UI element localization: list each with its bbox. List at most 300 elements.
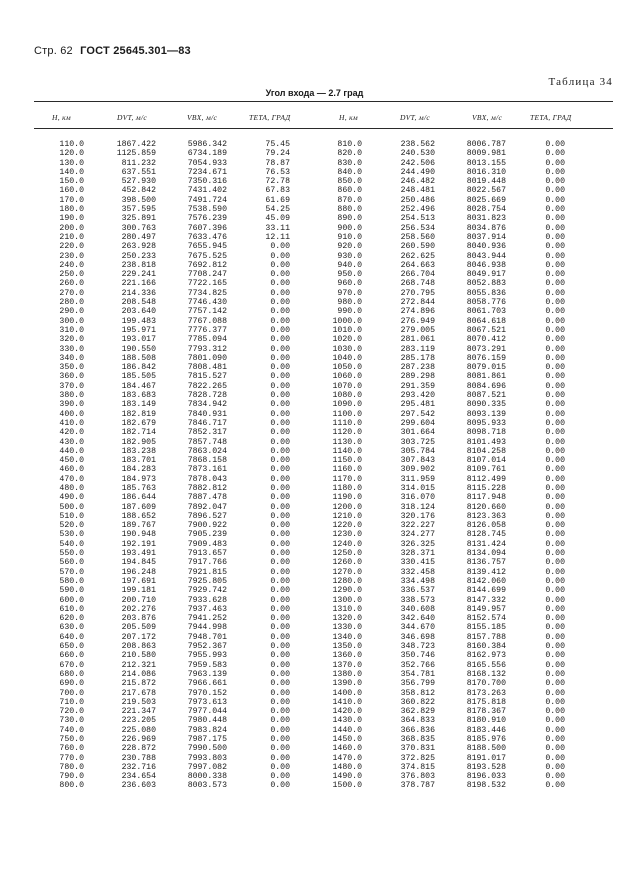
table-cell: 1220.0 (332, 521, 362, 531)
table-cell: 0.00 (545, 372, 565, 382)
table-cell: 1040.0 (332, 353, 362, 363)
table-cell: 510.0 (59, 511, 84, 521)
table-cell: 8037.914 (466, 232, 506, 242)
table-cell: 7350.316 (187, 177, 227, 187)
table-cell: 1420.0 (332, 707, 362, 717)
table-cell: 215.872 (121, 679, 156, 689)
table-cell: 0.00 (270, 679, 290, 689)
table-cell: 1110.0 (332, 418, 362, 428)
table-cell: 8049.917 (466, 270, 506, 280)
table-cell: 8076.159 (466, 353, 506, 363)
table-cell: 830.0 (337, 158, 362, 168)
table-cell: 240.0 (59, 260, 84, 270)
table-cell: 8168.132 (466, 669, 506, 679)
table-cell: 140.0 (59, 167, 84, 177)
table-cell: 1100.0 (332, 409, 362, 419)
table-cell: 281.061 (400, 335, 435, 345)
table-cell: 8198.532 (466, 781, 506, 791)
table-cell: 7692.812 (187, 260, 227, 270)
table-cell: 214.336 (121, 288, 156, 298)
table-cell: 870.0 (337, 195, 362, 205)
table-cell: 358.812 (400, 688, 435, 698)
table-cell: 8046.938 (466, 260, 506, 270)
table-cell: 0.00 (545, 260, 565, 270)
table-cell: 0.00 (270, 456, 290, 466)
table-cell: 1490.0 (332, 772, 362, 782)
table-cell: 0.00 (270, 762, 290, 772)
table-cell: 300.0 (59, 316, 84, 326)
table-cell: 8070.412 (466, 335, 506, 345)
table-cell: 8126.058 (466, 521, 506, 531)
table-cell: 710.0 (59, 697, 84, 707)
table-cell: 360.0 (59, 372, 84, 382)
table-cell: 8084.696 (466, 381, 506, 391)
table-cell: 452.842 (121, 186, 156, 196)
table-cell: 45.09 (265, 214, 290, 224)
table-cell: 370.831 (400, 744, 435, 754)
table-cell: 248.481 (400, 186, 435, 196)
table-cell: 440.0 (59, 446, 84, 456)
table-cell: 297.542 (400, 409, 435, 419)
table-cell: 0.00 (545, 744, 565, 754)
table-cell: 8180.910 (466, 716, 506, 726)
table-cell: 8031.823 (466, 214, 506, 224)
table-cell: 811.232 (121, 158, 156, 168)
table-cell: 190.948 (121, 530, 156, 540)
table-cell: 250.233 (121, 251, 156, 261)
table-cell: 8098.718 (466, 428, 506, 438)
table-cell: 0.00 (545, 195, 565, 205)
table-cell: 8193.528 (466, 762, 506, 772)
table-cell: 232.716 (121, 762, 156, 772)
table-cell: 1410.0 (332, 697, 362, 707)
table-cell: 0.00 (545, 335, 565, 345)
table-cell: 221.166 (121, 279, 156, 289)
table-cell: 8152.574 (466, 614, 506, 624)
table-cell: 8170.700 (466, 679, 506, 689)
table-cell: 7882.812 (187, 483, 227, 493)
table-cell: 7925.805 (187, 576, 227, 586)
table-cell: 200.710 (121, 595, 156, 605)
table-cell: 336.537 (400, 586, 435, 596)
table-cell: 1310.0 (332, 604, 362, 614)
table-cell: 7607.396 (187, 223, 227, 233)
table-cell: 0.00 (545, 549, 565, 559)
table-cell: 7538.590 (187, 205, 227, 215)
table-cell: 0.00 (545, 558, 565, 568)
table-cell: 0.00 (545, 186, 565, 196)
table-cell: 1360.0 (332, 651, 362, 661)
table-cell: 212.321 (121, 660, 156, 670)
table-cell: 8003.573 (187, 781, 227, 791)
table-cell: 0.00 (545, 214, 565, 224)
table-cell: 226.969 (121, 735, 156, 744)
table-cell: 7801.090 (187, 353, 227, 363)
table-cell: 0.00 (270, 781, 290, 791)
table-cell: 560.0 (59, 558, 84, 568)
page-header (34, 45, 191, 57)
table-cell: 770.0 (59, 753, 84, 763)
table-cell: 7734.825 (187, 288, 227, 298)
table-cell: 8079.015 (466, 363, 506, 373)
table-cell: 7675.525 (187, 251, 227, 261)
table-cell: 1500.0 (332, 781, 362, 791)
table-cell: 76.53 (265, 167, 290, 177)
table-cell: 287.238 (400, 363, 435, 373)
table-cell: 7840.931 (187, 409, 227, 419)
table-cell: 1290.0 (332, 586, 362, 596)
table-cell: 0.00 (545, 651, 565, 661)
table-cell: 33.11 (265, 223, 290, 233)
table-cell: 344.670 (400, 623, 435, 633)
table-cell: 8095.933 (466, 418, 506, 428)
table-cell: 244.490 (400, 167, 435, 177)
table-cell: 7900.922 (187, 521, 227, 531)
table-cell: 229.241 (121, 270, 156, 280)
table-cell: 8120.660 (466, 502, 506, 512)
table-cell: 295.481 (400, 400, 435, 410)
table-cell: 350.746 (400, 651, 435, 661)
table-cell: 258.560 (400, 232, 435, 242)
table-cell: 0.00 (545, 298, 565, 308)
table-cell: 61.69 (265, 195, 290, 205)
table-cell: 8147.332 (466, 595, 506, 605)
table-cell: 8115.228 (466, 483, 506, 493)
table-cell: 242.506 (400, 158, 435, 168)
table-cell: 0.00 (545, 177, 565, 187)
table-cell: 780.0 (59, 762, 84, 772)
table-caption: Угол входа — 2.7 град (265, 88, 364, 98)
table-cell: 303.725 (400, 437, 435, 447)
table-cell: 230.0 (59, 251, 84, 261)
table-cell: 1340.0 (332, 632, 362, 642)
table-cell: 7863.024 (187, 446, 227, 456)
table-cell: 260.590 (400, 242, 435, 252)
table-cell: 293.420 (400, 391, 435, 401)
table-cell: 8087.521 (466, 391, 506, 401)
table-cell: 0.00 (545, 642, 565, 652)
table-cell: 1250.0 (332, 549, 362, 559)
table-cell: 0.00 (545, 251, 565, 261)
table-cell: 54.25 (265, 205, 290, 215)
table-cell: 270.0 (59, 288, 84, 298)
column-header-vbx-left: VBX, м/с (187, 113, 218, 122)
table-cell: 8196.033 (466, 772, 506, 782)
table-cell: 376.803 (400, 772, 435, 782)
table-cell: 8107.014 (466, 456, 506, 466)
table-cell: 750.0 (59, 735, 84, 744)
table-cell: 1867.422 (116, 140, 156, 149)
table-cell: 190.550 (121, 344, 156, 354)
table-cell: 1300.0 (332, 595, 362, 605)
table-cell: 0.00 (545, 316, 565, 326)
table-cell: 8136.757 (466, 558, 506, 568)
table-cell: 180.0 (59, 205, 84, 215)
table-cell: 0.00 (545, 381, 565, 391)
table-cell: 228.872 (121, 744, 156, 754)
table-cell: 8191.017 (466, 753, 506, 763)
table-cell: 0.00 (270, 725, 290, 735)
table-cell: 1330.0 (332, 623, 362, 633)
table-cell: 350.0 (59, 363, 84, 373)
table-cell: 980.0 (337, 298, 362, 308)
table-cell: 7722.165 (187, 279, 227, 289)
table-cell: 1210.0 (332, 511, 362, 521)
table-cell: 8043.944 (466, 251, 506, 261)
table-cell: 0.00 (270, 344, 290, 354)
table-cell: 7990.500 (187, 744, 227, 754)
table-cell: 0.00 (545, 539, 565, 549)
table-cell: 0.00 (545, 456, 565, 466)
table-cell: 0.00 (545, 307, 565, 317)
table-cell: 7878.043 (187, 474, 227, 484)
table-cell: 208.863 (121, 642, 156, 652)
table-cell: 690.0 (59, 679, 84, 689)
table-cell: 1350.0 (332, 642, 362, 652)
table-cell: 0.00 (545, 614, 565, 624)
table-cell: 6734.189 (187, 149, 227, 159)
table-cell: 520.0 (59, 521, 84, 531)
table-cell: 305.784 (400, 446, 435, 456)
table-cell: 7977.044 (187, 707, 227, 717)
table-cell: 0.00 (545, 400, 565, 410)
table-cell: 364.833 (400, 716, 435, 726)
table-cell: 940.0 (337, 260, 362, 270)
table-cell: 0.00 (270, 251, 290, 261)
table-cell: 78.87 (265, 158, 290, 168)
table-cell: 0.00 (545, 567, 565, 577)
table-cell: 184.283 (121, 465, 156, 475)
table-cell: 285.178 (400, 353, 435, 363)
table-cell: 374.815 (400, 762, 435, 772)
table-cell: 193.017 (121, 335, 156, 345)
table-cell: 0.00 (545, 669, 565, 679)
table-cell: 368.835 (400, 735, 435, 744)
table-cell: 283.119 (400, 344, 435, 354)
table-cell: 314.015 (400, 483, 435, 493)
table-cell: 199.483 (121, 316, 156, 326)
table-cell: 398.500 (121, 195, 156, 205)
table-cell: 880.0 (337, 205, 362, 215)
table-cell: 650.0 (59, 642, 84, 652)
table-cell: 0.00 (270, 288, 290, 298)
table-cell: 1130.0 (332, 437, 362, 447)
table-cell: 221.347 (121, 707, 156, 717)
table-cell: 680.0 (59, 669, 84, 679)
table-cell: 7966.661 (187, 679, 227, 689)
table-cell: 234.654 (121, 772, 156, 782)
table-cell: 370.0 (59, 381, 84, 391)
table-cell: 840.0 (337, 167, 362, 177)
table-cell: 0.00 (270, 242, 290, 252)
table-cell: 730.0 (59, 716, 84, 726)
table-cell: 1060.0 (332, 372, 362, 382)
table-cell: 8013.155 (466, 158, 506, 168)
table-cell: 7917.766 (187, 558, 227, 568)
table-cell: 8055.836 (466, 288, 506, 298)
table-cell: 320.0 (59, 335, 84, 345)
table-cell: 8109.761 (466, 465, 506, 475)
table-cell: 289.298 (400, 372, 435, 382)
table-cell: 660.0 (59, 651, 84, 661)
table-cell: 1430.0 (332, 716, 362, 726)
top-rule (34, 101, 613, 102)
column-dvt-left (112, 140, 156, 791)
table-cell: 0.00 (270, 735, 290, 744)
table-cell: 1140.0 (332, 446, 362, 456)
table-cell: 238.818 (121, 260, 156, 270)
table-cell: 217.678 (121, 688, 156, 698)
table-cell: 260.0 (59, 279, 84, 289)
table-cell: 357.595 (121, 205, 156, 215)
table-cell: 182.819 (121, 409, 156, 419)
table-cell: 182.714 (121, 428, 156, 438)
table-cell: 279.005 (400, 325, 435, 335)
table-cell: 8034.876 (466, 223, 506, 233)
table-cell: 223.205 (121, 716, 156, 726)
table-cell: 0.00 (270, 363, 290, 373)
table-cell: 7828.728 (187, 391, 227, 401)
table-cell: 0.00 (545, 511, 565, 521)
table-cell: 8022.567 (466, 186, 506, 196)
table-cell: 0.00 (270, 660, 290, 670)
table-cell: 7576.239 (187, 214, 227, 224)
table-cell: 0.00 (545, 576, 565, 586)
table-cell: 7933.628 (187, 595, 227, 605)
table-cell: 590.0 (59, 586, 84, 596)
table-cell: 0.00 (270, 483, 290, 493)
table-cell: 0.00 (270, 632, 290, 642)
table-cell: 0.00 (545, 409, 565, 419)
table-cell: 0.00 (545, 149, 565, 159)
table-cell: 0.00 (545, 772, 565, 782)
table-cell: 0.00 (545, 493, 565, 503)
table-cell: 8061.703 (466, 307, 506, 317)
table-cell: 0.00 (270, 707, 290, 717)
table-cell: 0.00 (270, 353, 290, 363)
table-cell: 8188.500 (466, 744, 506, 754)
table-cell: 0.00 (270, 688, 290, 698)
table-cell: 820.0 (337, 149, 362, 159)
table-cell: 0.00 (270, 325, 290, 335)
table-cell: 332.458 (400, 567, 435, 577)
table-cell: 262.625 (400, 251, 435, 261)
table-cell: 480.0 (59, 483, 84, 493)
table-cell: 7054.933 (187, 158, 227, 168)
table-cell: 1080.0 (332, 391, 362, 401)
table-cell: 199.181 (121, 586, 156, 596)
table-cell: 266.704 (400, 270, 435, 280)
table-cell: 7776.377 (187, 325, 227, 335)
table-cell: 7929.742 (187, 586, 227, 596)
table-cell: 530.0 (59, 530, 84, 540)
table-cell: 740.0 (59, 725, 84, 735)
table-cell: 760.0 (59, 744, 84, 754)
table-cell: 1150.0 (332, 456, 362, 466)
table-cell: 8090.335 (466, 400, 506, 410)
table-cell: 860.0 (337, 186, 362, 196)
table-cell: 7846.717 (187, 418, 227, 428)
table-cell: 970.0 (337, 288, 362, 298)
table-cell: 7905.239 (187, 530, 227, 540)
table-cell: 7815.527 (187, 372, 227, 382)
table-cell: 8175.818 (466, 697, 506, 707)
table-cell: 220.0 (59, 242, 84, 252)
table-cell: 1380.0 (332, 669, 362, 679)
table-cell: 130.0 (59, 158, 84, 168)
table-cell: 362.829 (400, 707, 435, 717)
table-cell: 8131.424 (466, 539, 506, 549)
table-cell: 0.00 (270, 567, 290, 577)
table-cell: 0.00 (545, 679, 565, 689)
table-cell: 280.0 (59, 298, 84, 308)
table-cell: 0.00 (545, 530, 565, 540)
table-cell: 0.00 (545, 428, 565, 438)
table-cell: 330.0 (59, 344, 84, 354)
table-cell: 8139.412 (466, 567, 506, 577)
table-cell: 0.00 (270, 400, 290, 410)
table-cell: 890.0 (337, 214, 362, 224)
table-cell: 0.00 (270, 418, 290, 428)
table-cell: 0.00 (545, 688, 565, 698)
table-cell: 324.277 (400, 530, 435, 540)
header-rule (34, 128, 613, 129)
table-cell: 430.0 (59, 437, 84, 447)
table-cell: 300.763 (121, 223, 156, 233)
table-cell: 326.325 (400, 539, 435, 549)
column-vbx-right (462, 140, 506, 791)
column-header-dvt-left: DVT, м/с (117, 113, 147, 122)
table-cell: 75.45 (265, 140, 290, 149)
table-cell: 7941.252 (187, 614, 227, 624)
table-cell: 8112.499 (466, 474, 506, 484)
table-cell: 0.00 (545, 781, 565, 791)
table-cell: 7892.047 (187, 502, 227, 512)
standard-title: ГОСТ 25645.301—83 (80, 45, 191, 57)
table-cell: 8173.263 (466, 688, 506, 698)
table-cell: 318.124 (400, 502, 435, 512)
table-cell: 250.0 (59, 270, 84, 280)
table-cell: 8081.861 (466, 372, 506, 382)
table-cell: 1280.0 (332, 576, 362, 586)
table-cell: 7948.701 (187, 632, 227, 642)
table-cell: 8016.310 (466, 167, 506, 177)
table-cell: 240.530 (400, 149, 435, 159)
table-cell: 299.604 (400, 418, 435, 428)
table-cell: 8019.448 (466, 177, 506, 187)
table-cell: 316.070 (400, 493, 435, 503)
table-cell: 580.0 (59, 576, 84, 586)
table-cell: 0.00 (545, 223, 565, 233)
table-cell: 236.603 (121, 781, 156, 791)
table-cell: 268.748 (400, 279, 435, 289)
table-cell: 7857.748 (187, 437, 227, 447)
table-cell: 1270.0 (332, 567, 362, 577)
table-cell: 320.176 (400, 511, 435, 521)
table-cell: 630.0 (59, 623, 84, 633)
table-cell: 1030.0 (332, 344, 362, 354)
table-cell: 0.00 (545, 167, 565, 177)
table-cell: 7852.317 (187, 428, 227, 438)
table-cell: 1480.0 (332, 762, 362, 772)
table-cell: 7887.478 (187, 493, 227, 503)
table-cell: 0.00 (545, 623, 565, 633)
table-cell: 0.00 (545, 604, 565, 614)
table-cell: 230.788 (121, 753, 156, 763)
table-cell: 0.00 (545, 279, 565, 289)
table-cell: 7952.367 (187, 642, 227, 652)
table-cell: 0.00 (545, 595, 565, 605)
